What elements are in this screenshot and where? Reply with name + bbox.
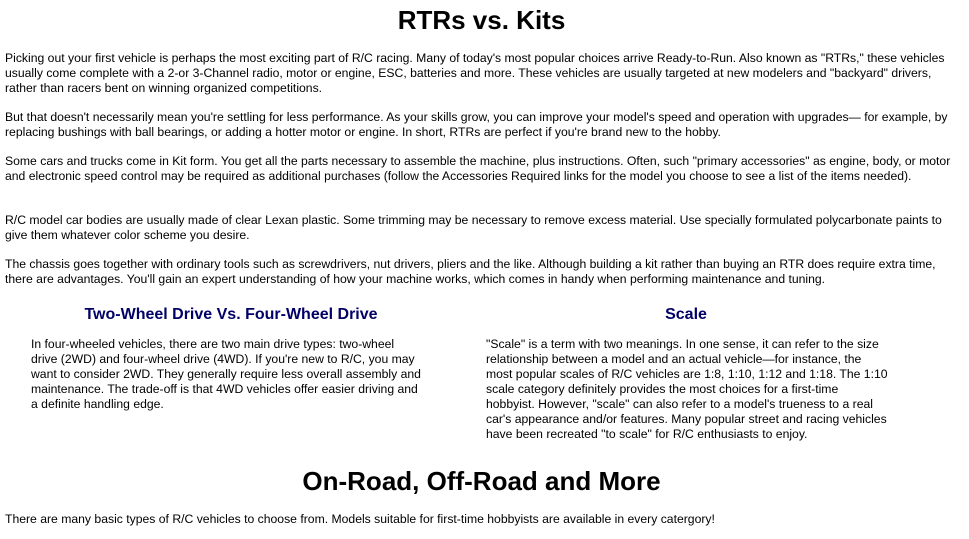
vehicle-types-text: There are many basic types of R/C vehicles to choose from. Models suitable for first-time hobbyists are available in every catergory!	[5, 512, 715, 526]
drive-section-text: In four-wheeled vehicles, there are two main drive types: two-wheel drive (2WD) and four-wheel drive (4WD). If you're new to R/C, you may want to consider 2WD. They generally require less overall assembly and maintenance. The trade-off is that 4WD vehicles offer easier driving and a definite handling edge.	[31, 337, 421, 411]
scale-section-text: "Scale" is a term with two meanings. In one sense, it can refer to the size relationship between a model and an actual vehicle—for instance, the most popular scales of R/C vehicles are 1:8, 1:10, 1:12 and 1:18. The 1:10 scale category definitely provides the most choices for a first-time hobbyist. However, "scale" can also refer to a model's trueness to a real car's appearance and/or features. Many popular street and racing vehicles have been recreated "to scale" for R/C enthusiasts to enjoy.	[486, 337, 888, 441]
intro-paragraph-chassis: The chassis goes together with ordinary tools such as screwdrivers, nut drivers, pliers and the like. Although building a kit rather than buying an RTR does require extra time, there are advantages. You'll gain an expert understanding of how your machine works, which comes in handy when performing maintenance and tuning.	[5, 257, 936, 286]
intro-paragraph-bodies: R/C model car bodies are usually made of clear Lexan plastic. Some trimming may be necessary to remove excess material. Use specially formulated polycarbonate paints to give them whatever color scheme you desire.	[5, 213, 942, 242]
intro-paragraph-upgrades: But that doesn't necessarily mean you're settling for less performance. As your skills grow, you can improve your model's speed and operation with upgrades— for example, by replacing bushings with ball bearings, or adding a hotter motor or engine. In short, RTRs are perfect if you're brand new to the hobby.	[5, 110, 948, 139]
drive-section-heading: Two-Wheel Drive Vs. Four-Wheel Drive	[84, 306, 378, 323]
page-title: RTRs vs. Kits	[397, 5, 566, 35]
intro-paragraph-rtr: Picking out your first vehicle is perhaps the most exciting part of R/C racing. Many of today's most popular choices arrive Ready-to-Run. Also known as "RTRs," these vehicles usually come complete with a 2-or 3-Channel radio, motor or engine, ESC, batteries and more. These vehicles are usually targeted at new modelers and "backyard" drivers, rather than racers bent on winning organized competitions.	[5, 51, 945, 95]
scale-section-heading: Scale	[665, 306, 707, 323]
vehicle-types-heading: On-Road, Off-Road and More	[302, 466, 661, 496]
intro-paragraph-kits: Some cars and trucks come in Kit form. You get all the parts necessary to assemble the machine, plus instructions. Often, such "primary accessories" as engine, body, or motor and electronic speed control may be required as additional purchases (follow the Accessories Required links for the model you choose to see a list of the items needed).	[5, 154, 951, 183]
